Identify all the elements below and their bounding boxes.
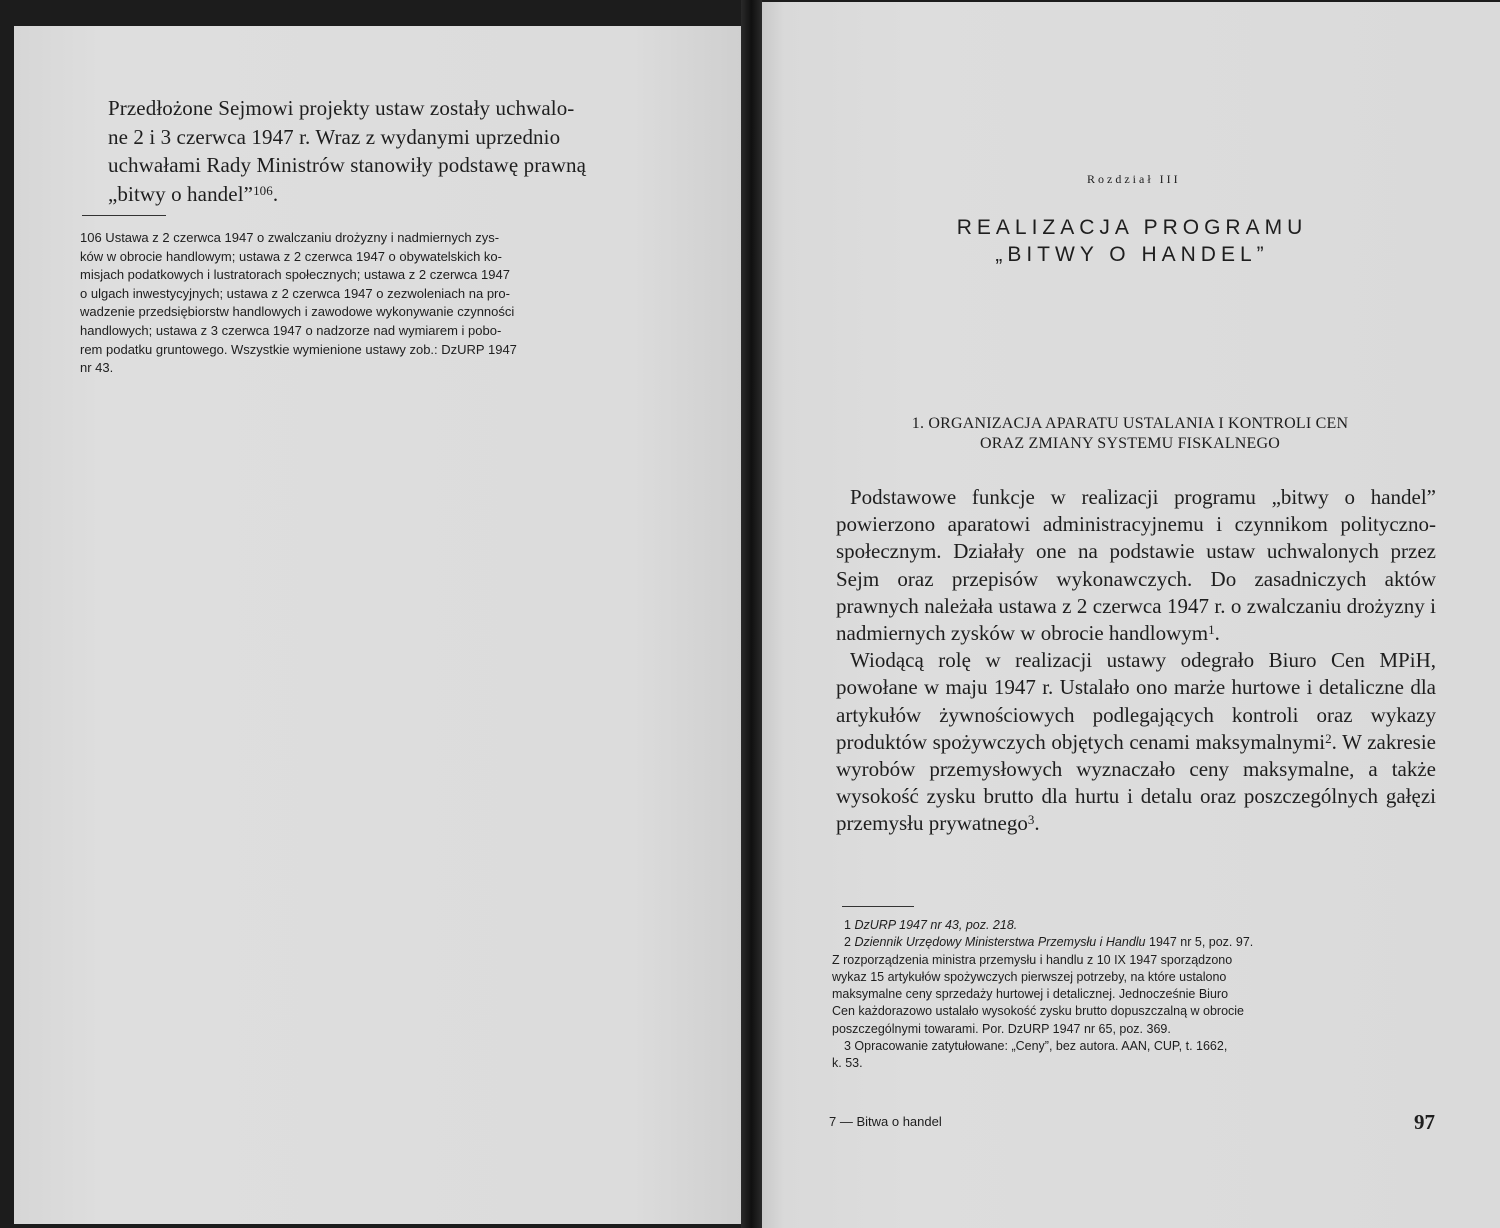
footnote-2-line: Z rozporządzenia ministra przemysłu i handlu z 10 IX 1947 sporządzono [832,952,1233,967]
footnote-divider [82,215,166,216]
left-body-line: ne 2 i 3 czerwca 1947 r. Wraz z wydanymi uprzednio [108,124,561,149]
page-number: 97 [1414,1110,1435,1134]
footnote-ref-3: 3 [1027,812,1035,828]
footnote-1 [832,917,1436,934]
paragraph-1-end: . [1214,621,1220,646]
footnote-line: nr 43. [80,360,114,376]
right-page [762,2,1500,1228]
paragraph-2 [836,647,1436,837]
footnote-1-text: DzURP 1947 nr 43, poz. 218. [854,918,1018,932]
right-footnotes [832,917,1436,1073]
footnote-3-line: k. 53. [832,1056,863,1071]
footnote-ref-1: 1 [1208,622,1215,638]
left-body-last-text: „bitwy o handel” [108,181,254,206]
footnote-line: misjach podatkowych i lustratorach społecznych; ustawa z 2 czerwca 1947 [80,267,510,283]
left-body-period: . [272,181,279,206]
paragraph-2-text-b: . W zakresie wyrobów przemysłowych wyznaczało ceny maksymalne, a także wysokość zysku brutto dla hurtu i detalu oraz poszczególnych gałęzi przemysłu prywatnego [836,729,1436,836]
signature-footer: 7 — Bitwa o handel [829,1114,942,1129]
footnote-2-line: wykaz 15 artykułów spożywczych pierwszej potrzeby, na które ustalono [832,969,1227,984]
footnote-line: 106 Ustawa z 2 czerwca 1947 o zwalczaniu drożyzny i nadmiernych zys- [80,230,500,245]
footnote-line: o ulgach inwestycyjnych; ustawa z 2 czerwca 1947 o zezwoleniach na pro- [80,285,510,301]
footnote-2-first-line [832,934,1436,951]
left-body-text [108,94,698,208]
paragraph-2-end: . [1034,811,1040,836]
section-title-line: ORAZ ZMIANY SYSTEMU FISKALNEGO [979,435,1281,452]
footnote-line: ków w obrocie handlowym; ustawa z 2 czerwca 1947 o obywatelskich ko- [80,248,502,264]
chapter-title [912,214,1352,268]
footnote-divider [842,906,914,907]
chapter-label: Rozdział III [1087,172,1181,186]
chapter-title-line: REALIZACJA PROGRAMU [956,216,1308,239]
paragraph-1-text: Podstawowe funkcje w realizacji programu „bitwy o handel” powierzono aparatowi administracyjnemu i czynnikom polityczno-społecznym. Działały one na podstawie ustaw uchwalonych przez Sejm oraz przepisów wykonawczych. Do zasadniczych aktów prawnych należała ustawa z 2 czerwca 1947 r. o zwalczaniu drożyzny i nadmiernych zysków w obrocie handlowym [836,485,1436,646]
chapter-title-line: „BITWY O HANDEL” [995,243,1269,266]
left-body-line: uchwałami Rady Ministrów stanowiły podstawę prawną [108,153,586,177]
footnote-3-line: 3 Opracowanie zatytułowane: „Ceny”, bez autora. AAN, CUP, t. 1662, [844,1039,1228,1054]
footnote-2-title: Dziennik Urzędowy Ministerstwa Przemysłu i Handlu [854,935,1146,950]
section-title [824,414,1436,454]
left-body-line: Przedłożone Sejmowi projekty ustaw zostały uchwalo- [108,96,575,120]
left-body-last-line [108,180,698,209]
right-body-text [836,484,1436,838]
footnote-ref-2: 2 [1325,730,1332,746]
left-footnote [80,229,697,378]
paragraph-2-text-a: Wiodącą rolę w realizacji ustawy odegrało Biuro Cen MPiH, powołane w maju 1947 r. Ustalało ono marże hurtowe i detaliczne dla artykułów żywnościowych podlegających kontroli oraz wykazy produktów spożywczych objętych cenami maksymalnymi [836,648,1436,754]
footnote-2-line: poszczególnymi towarami. Por. DzURP 1947 nr 65, poz. 369. [832,1021,1171,1036]
book-gutter [741,0,762,1228]
footnote-2-line: Cen każdorazowo ustalało wysokość zysku brutto dopuszczalną w obrocie [832,1004,1245,1019]
footnote-line: handlowych; ustawa z 3 czerwca 1947 o nadzorze nad wymiarem i pobo- [80,322,502,338]
left-page [14,26,741,1224]
paragraph-1 [836,484,1436,647]
footnote-line: rem podatku gruntowego. Wszystkie wymienione ustawy zob.: DzURP 1947 [80,341,517,357]
footnote-2-line: maksymalne ceny sprzedaży hurtowej i detalicznej. Jednocześnie Biuro [832,987,1229,1002]
footnote-line: wadzenie przedsiębiorstw handlowych i zawodowe wykonywanie czynności [80,304,515,320]
footnote-2-number: 2 [844,935,851,950]
footnote-2-ref: 1947 nr 5, poz. 97. [1149,935,1254,950]
footnote-1-number: 1 [844,918,851,932]
section-title-line: 1. ORGANIZACJA APARATU USTALANIA I KONTROLI CEN [911,415,1349,432]
footnote-ref-106: 106 [253,182,273,198]
